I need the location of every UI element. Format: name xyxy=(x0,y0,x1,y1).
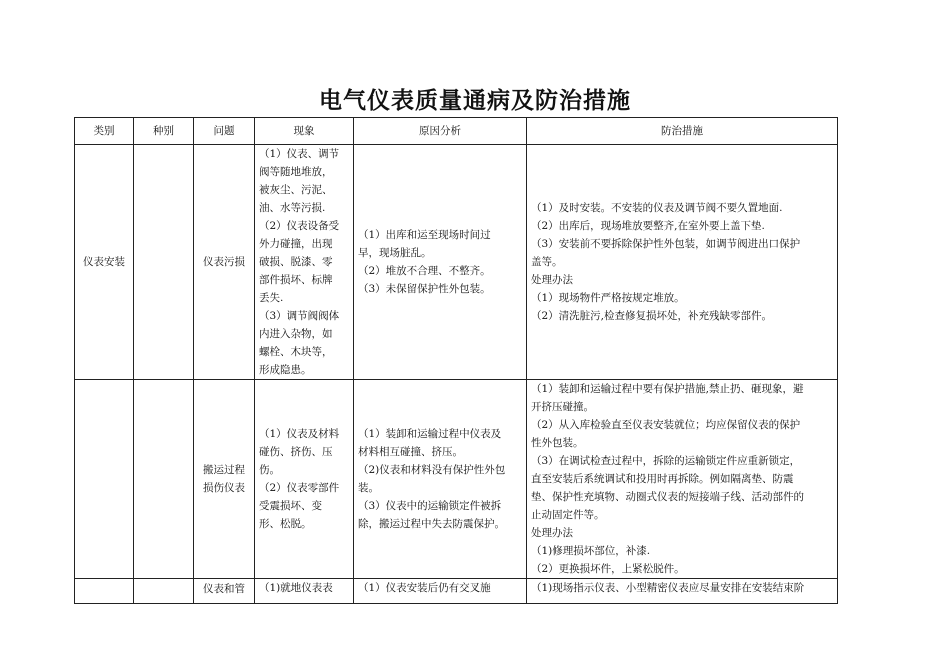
text-line: 装。 xyxy=(358,482,379,494)
phenomenon-cell xyxy=(255,145,354,380)
cause-cell xyxy=(354,380,527,579)
text-line: （2）从入库检验直至仪表安装就位；均应保留仪表的保护 xyxy=(531,419,801,431)
text-line: 除，搬运过程中失去防震保护。 xyxy=(358,518,505,530)
header-row xyxy=(75,118,838,145)
problem-cell xyxy=(194,579,255,604)
cause-cell xyxy=(354,145,527,380)
text-line: 材料相互碰撞、挤压。 xyxy=(358,446,463,458)
defects-table xyxy=(74,117,838,604)
text-line: 损伤仪表 xyxy=(203,482,245,494)
text-line: 外力碰撞，出现 xyxy=(259,238,333,250)
text-line: 碰伤、挤伤、压 xyxy=(259,446,333,458)
page-title: 电气仪表质量通病及防治措施 xyxy=(319,88,631,114)
text-line: （1）出库和运至现场时间过 xyxy=(358,229,491,241)
text-line: （1）装卸和运输过程中仪表及 xyxy=(358,428,502,440)
phenomenon-cell xyxy=(255,579,354,604)
header-measures: 防治措施 xyxy=(527,118,838,145)
category-cell xyxy=(75,579,134,604)
text-line: （1）及时安装。不安装的仪表及调节阀不要久置地面. xyxy=(531,202,783,214)
text-line: （1)修理损坏部位，补漆. xyxy=(531,545,651,557)
text-line: 开挤压碰撞。 xyxy=(531,401,594,413)
cause-cell xyxy=(354,579,527,604)
category-cell: 仪表安装 xyxy=(75,145,134,380)
problem-text: 仪表和管 xyxy=(203,583,245,595)
text-line: 受震损坏、变 xyxy=(259,500,322,512)
text-line: 早，现场脏乱。 xyxy=(358,247,432,259)
text-line: 垫、保护性充填物、动圈式仪表的短接端子线、活动部件的 xyxy=(531,491,804,503)
text-line: （2）出库后，现场堆放要整齐,在室外要上盖下垫. xyxy=(531,220,765,232)
measures-cell xyxy=(527,579,838,604)
category-cell xyxy=(75,380,134,579)
measures-text: （1)现场指示仪表、小型精密仪表应尽量安排在安装结束阶 xyxy=(531,582,805,594)
text-line: 盖等。 xyxy=(531,256,563,268)
kind-cell xyxy=(134,579,194,604)
header-phenomenon: 现象 xyxy=(255,118,354,145)
text-line: 直至安装后系统调试和投用时再拆除。例如隔离垫、防震 xyxy=(531,473,794,485)
text-line: 丢失. xyxy=(259,292,284,304)
phenomenon-text: （1)就地仪表表 xyxy=(259,582,333,594)
text-line: 形、松脱。 xyxy=(259,518,312,530)
kind-cell xyxy=(134,380,194,579)
text-line: 内进入杂物，如 xyxy=(259,328,333,340)
phenomenon-cell xyxy=(255,380,354,579)
text-line: （1）仪表、调节 xyxy=(259,148,340,160)
text-line: 螺栓、木块等， xyxy=(259,346,333,358)
text-line: 性外包装。 xyxy=(531,437,584,449)
text-line: 破损、脱漆、零 xyxy=(259,256,333,268)
header-kind: 种别 xyxy=(134,118,194,145)
text-line: 止动固定件等。 xyxy=(531,509,605,521)
text-line: （1）现场物件严格按规定堆放。 xyxy=(531,292,685,304)
problem-cell: 仪表污损 xyxy=(194,145,255,380)
cause-text: （1）仪表安装后仍有交叉施 xyxy=(358,582,491,594)
measures-cell xyxy=(527,380,838,579)
text-line: （3）调节阀阀体 xyxy=(259,310,340,322)
text-line: 处理办法 xyxy=(531,274,573,286)
measures-cell xyxy=(527,145,838,380)
text-line: 油、水等污损. xyxy=(259,202,326,214)
table-row xyxy=(75,579,838,604)
text-line: （2）清洗脏污,检查修复损坏处，补充残缺零部件。 xyxy=(531,310,773,322)
table-row xyxy=(75,380,838,579)
text-line: 形成隐患。 xyxy=(259,364,312,376)
text-line: （2)仪表和材料没有保护性外包 xyxy=(358,464,506,476)
text-line: （2）更换损坏件，上紧松脱件。 xyxy=(531,563,685,575)
header-cause: 原因分析 xyxy=(354,118,527,145)
text-line: （3）安装前不要拆除保护性外包装，如调节阀进出口保护 xyxy=(531,238,801,250)
text-line: （3）在调试检查过程中，拆除的运输锁定件应重新锁定， xyxy=(531,455,801,467)
text-line: （3）未保留保护性外包装。 xyxy=(358,283,491,295)
text-line: 伤。 xyxy=(259,464,280,476)
text-line: （2）堆放不合理、不整齐。 xyxy=(358,265,491,277)
text-line: （2）仪表零部件 xyxy=(259,482,340,494)
text-line: 处理办法 xyxy=(531,527,573,539)
text-line: 搬运过程 xyxy=(203,464,245,476)
text-line: 被灰尘、污泥、 xyxy=(259,184,333,196)
table-row xyxy=(75,145,838,380)
text-line: （1）装卸和运输过程中要有保护措施,禁止扔、砸现象，避 xyxy=(531,383,804,395)
header-category: 类别 xyxy=(75,118,134,145)
kind-cell xyxy=(134,145,194,380)
text-line: （3）仪表中的运输锁定件被拆 xyxy=(358,500,502,512)
text-line: （1）仪表及材料 xyxy=(259,428,340,440)
header-problem: 问题 xyxy=(194,118,255,145)
text-line: 部件损坏、标牌 xyxy=(259,274,333,286)
text-line: 阀等随地堆放， xyxy=(259,166,333,178)
problem-cell xyxy=(194,380,255,579)
text-line: （2）仪表设备受 xyxy=(259,220,340,232)
